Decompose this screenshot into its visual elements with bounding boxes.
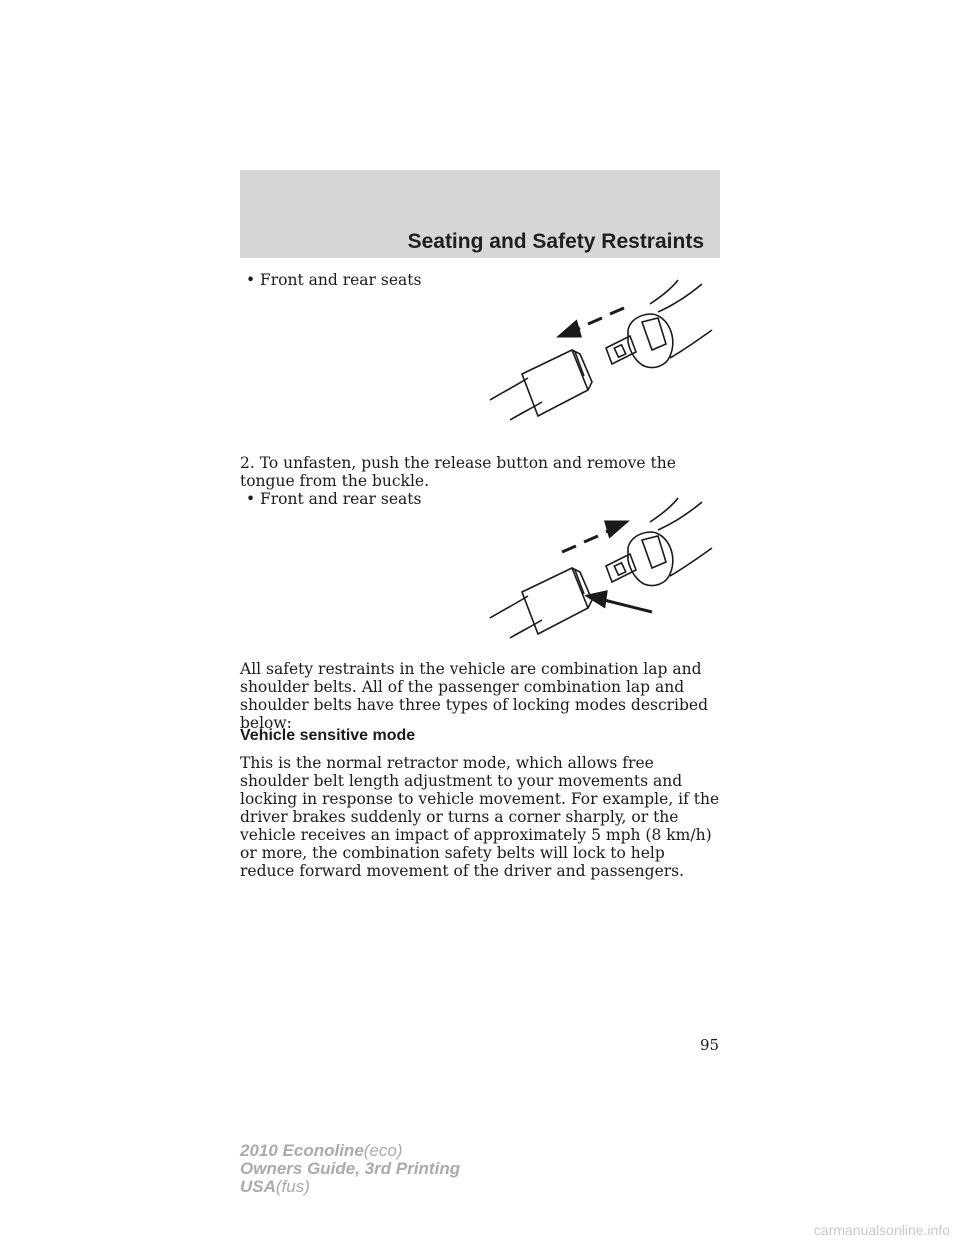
seatbelt-fasten-illustration [480, 278, 720, 428]
footer-guide: Owners Guide, 3rd Printing [240, 1159, 461, 1178]
page-number: 95 [700, 1036, 720, 1054]
bullet-text: Front and rear seats [260, 490, 422, 508]
bullet-front-rear-seats-2 [246, 490, 421, 508]
seatbelt-unfasten-illustration [480, 496, 720, 648]
bullet-icon: • [246, 271, 256, 289]
watermark: carmanualsonline.info [813, 1222, 950, 1238]
subheading-vehicle-sensitive-mode: Vehicle sensitive mode [240, 727, 416, 744]
intro-paragraph: All safety restraints in the vehicle are combination lap and shoulder belts. All of the passenger combination lap and shoulder belts have three types of locking modes described below: [240, 660, 709, 732]
footer-market: USA [240, 1177, 276, 1196]
bullet-text: Front and rear seats [260, 271, 422, 289]
footer-model: 2010 Econoline [240, 1141, 364, 1160]
section-header-band [240, 170, 720, 258]
bullet-icon: • [246, 490, 256, 508]
bullet-front-rear-seats-1 [246, 271, 421, 289]
step-2-text: 2. To unfasten, push the release button and remove the tongue from the buckle. [240, 454, 676, 490]
footer-market-code: (fus) [275, 1177, 310, 1196]
section-title: Seating and Safety Restraints [407, 230, 704, 253]
footer-model-code: (eco) [363, 1141, 403, 1160]
vehicle-sensitive-mode-paragraph: This is the normal retractor mode, which allows free shoulder belt length adjustment to your movements and locking in response to vehicle movement. For example, if the driver brakes suddenly or turns a corner sharply, or the vehicle receives an impact of approximately 5 mph (8 km/h) or more, the combination safety belts will lock to help reduce forward movement of the driver and passengers. [240, 754, 720, 880]
footer-doc-info [240, 1142, 460, 1196]
